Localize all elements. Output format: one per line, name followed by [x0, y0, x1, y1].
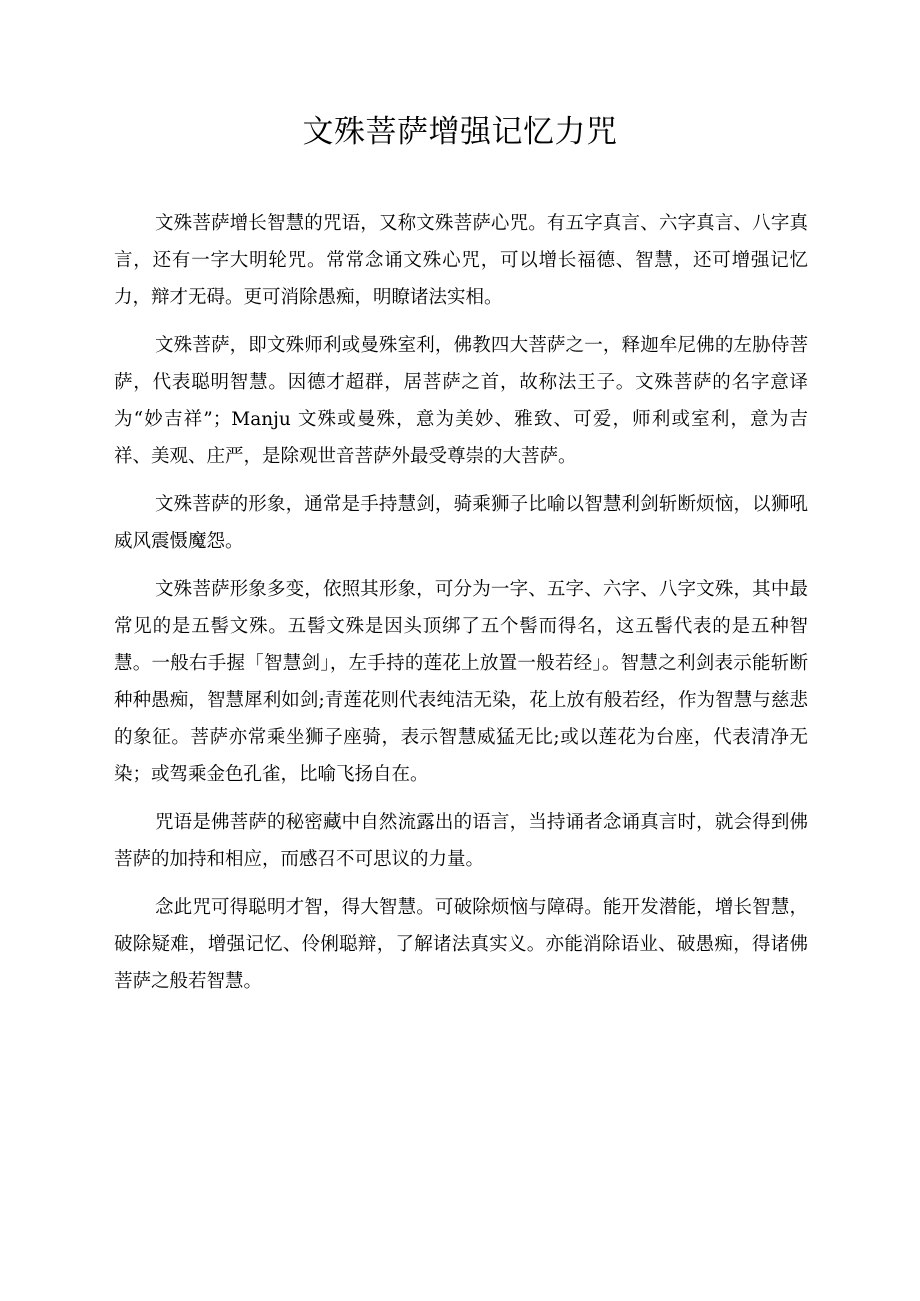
paragraph-2: 文殊菩萨，即文殊师利或曼殊室利，佛教四大菩萨之一，释迦牟尼佛的左胁侍菩萨，代表聪明智慧。因德才超群，居菩萨之首，故称法王子。文殊菩萨的名字意译为“妙吉祥”；Manju 文殊或曼殊，意为美妙、雅致、可爱，师利或室利，意为吉祥、美观、庄严，是除观世音菩萨外最受尊崇的大菩萨。 [114, 335, 808, 467]
paragraph-5: 咒语是佛菩萨的秘密藏中自然流露出的语言，当持诵者念诵真言时，就会得到佛菩萨的加持和相应，而感召不可思议的力量。 [114, 812, 808, 870]
document-title: 文殊菩萨增强记忆力咒 [302, 114, 618, 150]
paragraph-3: 文殊菩萨的形象，通常是手持慧剑，骑乘狮子比喻以智慧利剑斩断烦恼，以狮吼威风震慑魔怨。 [114, 494, 808, 552]
paragraph-6: 念此咒可得聪明才智，得大智慧。可破除烦恼与障碍。能开发潜能，增长智慧，破除疑难，增强记忆、伶俐聪辩，了解诸法真实义。亦能消除语业、破愚痴，得诸佛菩萨之般若智慧。 [114, 897, 808, 992]
document-body [114, 205, 808, 1011]
paragraph-4: 文殊菩萨形象多变，依照其形象，可分为一字、五字、六字、八字文殊，其中最常见的是五髻文殊。五髻文殊是因头顶绑了五个髻而得名，这五髻代表的是五种智慧。一般右手握「智慧剑」，左手持的莲花上放置一般若经」。智慧之利剑表示能斩断种种愚痴，智慧犀利如剑;青莲花则代表纯洁无染，花上放有般若经，作为智慧与慈悲的象征。菩萨亦常乘坐狮子座骑，表示智慧威猛无比;或以莲花为台座，代表清净无染；或驾乘金色孔雀，比喻飞扬自在。 [114, 579, 808, 785]
paragraph-1: 文殊菩萨增长智慧的咒语，又称文殊菩萨心咒。有五字真言、六字真言、八字真言，还有一字大明轮咒。常常念诵文殊心咒，可以增长福德、智慧，还可增强记忆力，辩才无碍。更可消除愚痴，明瞭诸法实相。 [114, 213, 808, 308]
